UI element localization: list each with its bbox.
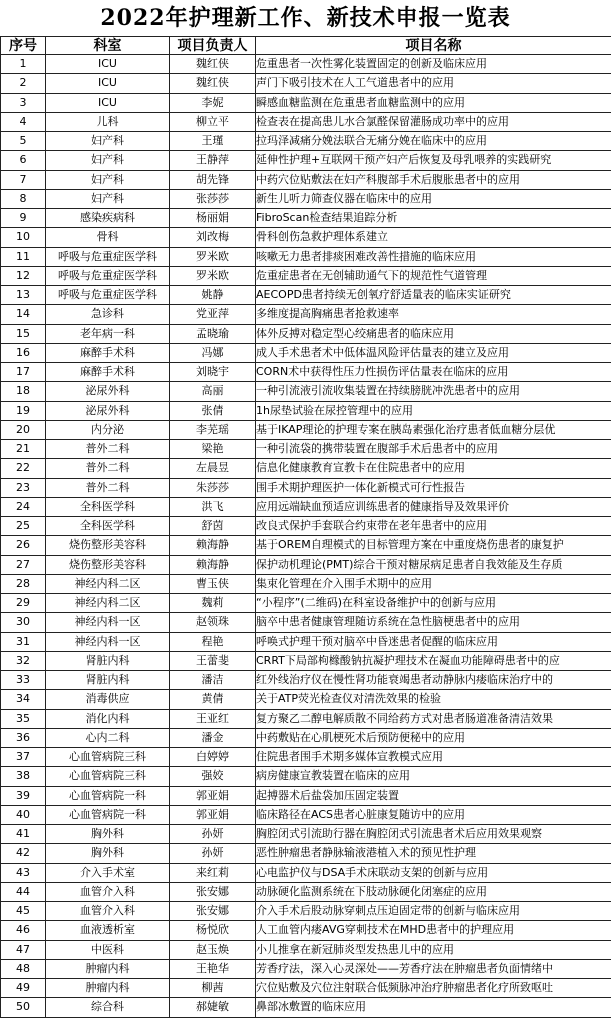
cell-leader[interactable]: 王蕾斐 xyxy=(170,651,256,670)
cell-number[interactable]: 47 xyxy=(1,940,46,959)
cell-leader[interactable]: 魏红侠 xyxy=(170,74,256,93)
cell-project-name[interactable]: 成人手术患者术中低体温风险评估量表的建立及应用 xyxy=(256,343,611,362)
table-row xyxy=(1,805,611,824)
cell-leader[interactable]: 张莎莎 xyxy=(170,189,256,208)
table-row xyxy=(1,266,611,285)
cell-department[interactable]: 心血管病院三科 xyxy=(46,767,170,786)
cell-department[interactable]: 泌尿外科 xyxy=(46,382,170,401)
cell-leader[interactable]: 潘洁 xyxy=(170,671,256,690)
cell-department[interactable]: 呼吸与危重症医学科 xyxy=(46,247,170,266)
cell-number[interactable]: 1 xyxy=(1,55,46,74)
cell-department[interactable]: 消毒供应 xyxy=(46,690,170,709)
cell-number[interactable]: 38 xyxy=(1,767,46,786)
cell-department[interactable]: 神经内科二区 xyxy=(46,574,170,593)
cell-number[interactable]: 8 xyxy=(1,189,46,208)
table-row xyxy=(1,459,611,478)
cell-project-name[interactable]: 起搏器术后盐袋加压固定装置 xyxy=(256,786,611,805)
cell-department[interactable]: 肿瘤内科 xyxy=(46,959,170,978)
cell-project-name[interactable]: 中药穴位贴敷法在妇产科腹部手术后腹胀患者中的应用 xyxy=(256,170,611,189)
cell-department[interactable]: 神经内科一区 xyxy=(46,613,170,632)
cell-department[interactable]: 妇产科 xyxy=(46,189,170,208)
cell-number[interactable]: 26 xyxy=(1,536,46,555)
table-row xyxy=(1,882,611,901)
cell-number[interactable]: 42 xyxy=(1,844,46,863)
table-row xyxy=(1,651,611,670)
cell-leader[interactable]: 孟晓瑜 xyxy=(170,324,256,343)
table-row xyxy=(1,132,611,151)
cell-leader[interactable]: 洪飞 xyxy=(170,497,256,516)
cell-department[interactable]: 介入手术室 xyxy=(46,863,170,882)
cell-department[interactable]: 心血管病院三科 xyxy=(46,748,170,767)
cell-number[interactable]: 49 xyxy=(1,979,46,998)
cell-project-name[interactable]: 检查表在提高患儿水合氯醛保留灌肠成功率中的应用 xyxy=(256,112,611,131)
cell-number[interactable]: 44 xyxy=(1,882,46,901)
header-cell-project-name[interactable]: 项目名称 xyxy=(256,37,611,55)
cell-project-name[interactable]: 保护动机理论(PMT)综合干预对糖尿病足患者自我效能及生存质 xyxy=(256,555,611,574)
cell-department[interactable]: 血管介入科 xyxy=(46,902,170,921)
cell-number[interactable]: 35 xyxy=(1,709,46,728)
table-row xyxy=(1,671,611,690)
cell-leader[interactable]: 刘晓宇 xyxy=(170,363,256,382)
cell-number[interactable]: 3 xyxy=(1,93,46,112)
table-row xyxy=(1,112,611,131)
cell-project-name[interactable]: 一种引流液引流收集装置在持续膀胱冲洗患者中的应用 xyxy=(256,382,611,401)
cell-department[interactable]: 神经内科一区 xyxy=(46,632,170,651)
table-row xyxy=(1,343,611,362)
cell-project-name[interactable]: 基于OREM自理模式的目标管理方案在中重度烧伤患者的康复护 xyxy=(256,536,611,555)
header-cell-leader[interactable]: 项目负责人 xyxy=(170,37,256,55)
table-row xyxy=(1,825,611,844)
cell-project-name[interactable]: 骨科创伤急救护理体系建立 xyxy=(256,228,611,247)
cell-department[interactable]: 泌尿外科 xyxy=(46,401,170,420)
cell-leader[interactable]: 高丽 xyxy=(170,382,256,401)
cell-project-name[interactable]: FibroScan检查结果追踪分析 xyxy=(256,209,611,228)
cell-leader[interactable]: 王艳华 xyxy=(170,959,256,978)
cell-leader[interactable]: 张安娜 xyxy=(170,882,256,901)
cell-leader[interactable]: 潘金 xyxy=(170,728,256,747)
table-row xyxy=(1,786,611,805)
cell-department[interactable]: 老年病一科 xyxy=(46,324,170,343)
cell-number[interactable]: 10 xyxy=(1,228,46,247)
cell-department[interactable]: 烧伤整形美容科 xyxy=(46,555,170,574)
cell-department[interactable]: 心内二科 xyxy=(46,728,170,747)
cell-project-name[interactable]: 介入手术后股动脉穿刺点压迫固定带的创新与临床应用 xyxy=(256,902,611,921)
cell-project-name[interactable]: 一种引流袋的携带装置在腹部手术后患者中的应用 xyxy=(256,440,611,459)
table-row xyxy=(1,594,611,613)
cell-leader[interactable]: 党亚萍 xyxy=(170,305,256,324)
table-row xyxy=(1,613,611,632)
cell-department[interactable]: 呼吸与危重症医学科 xyxy=(46,266,170,285)
table-row xyxy=(1,497,611,516)
cell-project-name[interactable]: 临床路径在ACS患者心脏康复随访中的应用 xyxy=(256,805,611,824)
table-row xyxy=(1,940,611,959)
cell-number[interactable]: 32 xyxy=(1,651,46,670)
cell-number[interactable]: 24 xyxy=(1,497,46,516)
table-row xyxy=(1,690,611,709)
cell-leader[interactable]: 杨丽娟 xyxy=(170,209,256,228)
cell-leader[interactable]: 王静萍 xyxy=(170,151,256,170)
cell-number[interactable]: 34 xyxy=(1,690,46,709)
cell-leader[interactable]: 孙妍 xyxy=(170,825,256,844)
cell-number[interactable]: 2 xyxy=(1,74,46,93)
cell-number[interactable]: 46 xyxy=(1,921,46,940)
table-row xyxy=(1,728,611,747)
cell-project-name[interactable]: 咳嗽无力患者排痰困难改善性措施的临床应用 xyxy=(256,247,611,266)
cell-project-name[interactable]: 人工血管内瘘AVG穿刺技术在MHD患者中的护理应用 xyxy=(256,921,611,940)
cell-project-name[interactable]: 鼻部冰敷置的临床应用 xyxy=(256,998,611,1017)
cell-number[interactable]: 31 xyxy=(1,632,46,651)
cell-number[interactable]: 36 xyxy=(1,728,46,747)
cell-department[interactable]: 普外二科 xyxy=(46,440,170,459)
cell-project-name[interactable]: 瞬感血糖监测在危重患者血糖监测中的应用 xyxy=(256,93,611,112)
table-row xyxy=(1,305,611,324)
cell-number[interactable]: 16 xyxy=(1,343,46,362)
cell-department[interactable]: 妇产科 xyxy=(46,132,170,151)
table-row xyxy=(1,709,611,728)
table-row xyxy=(1,440,611,459)
cell-department[interactable]: 肿瘤内科 xyxy=(46,979,170,998)
cell-number[interactable]: 18 xyxy=(1,382,46,401)
cell-leader[interactable]: 郭亚娟 xyxy=(170,786,256,805)
cell-number[interactable]: 19 xyxy=(1,401,46,420)
table-row xyxy=(1,574,611,593)
cell-department[interactable]: 肾脏内科 xyxy=(46,651,170,670)
cell-project-name[interactable]: 小儿推拿在新冠肺炎型发热患儿中的应用 xyxy=(256,940,611,959)
table-row xyxy=(1,863,611,882)
cell-number[interactable]: 13 xyxy=(1,286,46,305)
header-row xyxy=(1,37,611,55)
table-row xyxy=(1,998,611,1017)
cell-project-name[interactable]: 1h尿垫试验在尿控管理中的应用 xyxy=(256,401,611,420)
table-row xyxy=(1,74,611,93)
cell-number[interactable]: 48 xyxy=(1,959,46,978)
cell-department[interactable]: 中医科 xyxy=(46,940,170,959)
cell-leader[interactable]: 黄倩 xyxy=(170,690,256,709)
cell-leader[interactable]: 郭亚娟 xyxy=(170,805,256,824)
cell-department[interactable]: 全科医学科 xyxy=(46,517,170,536)
cell-project-name[interactable]: 心电监护仪与DSA手术床联动支架的创新与应用 xyxy=(256,863,611,882)
table-row xyxy=(1,93,611,112)
table-row xyxy=(1,286,611,305)
cell-leader[interactable]: 柳茜 xyxy=(170,979,256,998)
cell-number[interactable]: 39 xyxy=(1,786,46,805)
table-row xyxy=(1,748,611,767)
cell-project-name[interactable]: 中药敷贴在心肌梗死术后预防便秘中的应用 xyxy=(256,728,611,747)
cell-leader[interactable]: 曹玉侠 xyxy=(170,574,256,593)
cell-leader[interactable]: 左晨昱 xyxy=(170,459,256,478)
table-body xyxy=(1,55,611,1018)
cell-number[interactable]: 30 xyxy=(1,613,46,632)
cell-project-name[interactable]: 声门下吸引技术在人工气道患者中的应用 xyxy=(256,74,611,93)
cell-project-name[interactable]: 多维度提高胸痛患者抢救速率 xyxy=(256,305,611,324)
cell-leader[interactable]: 赖海静 xyxy=(170,555,256,574)
cell-leader[interactable]: 罗米欧 xyxy=(170,266,256,285)
table-row xyxy=(1,228,611,247)
cell-number[interactable]: 12 xyxy=(1,266,46,285)
cell-department[interactable]: 妇产科 xyxy=(46,170,170,189)
table-row xyxy=(1,363,611,382)
cell-number[interactable]: 9 xyxy=(1,209,46,228)
cell-number[interactable]: 21 xyxy=(1,440,46,459)
cell-project-name[interactable]: CRRT下局部枸橼酸钠抗凝护理技术在凝血功能障碍患者中的应 xyxy=(256,651,611,670)
cell-number[interactable]: 41 xyxy=(1,825,46,844)
cell-project-name[interactable]: 胸腔闭式引流助行器在胸腔闭式引流患者术后应用效果观察 xyxy=(256,825,611,844)
table-row xyxy=(1,844,611,863)
cell-leader[interactable]: 胡先锋 xyxy=(170,170,256,189)
cell-number[interactable]: 50 xyxy=(1,998,46,1017)
cell-department[interactable]: 胸外科 xyxy=(46,844,170,863)
cell-leader[interactable]: 赵玉焕 xyxy=(170,940,256,959)
cell-leader[interactable]: 程艳 xyxy=(170,632,256,651)
cell-leader[interactable]: 来红莉 xyxy=(170,863,256,882)
cell-project-name[interactable]: 脑卒中患者健康管理随访系统在急性脑梗患者中的应用 xyxy=(256,613,611,632)
cell-project-name[interactable]: 基于IKAP理论的护理专案在胰岛素强化治疗患者低血糖分层优 xyxy=(256,420,611,439)
cell-department[interactable]: 综合科 xyxy=(46,998,170,1017)
cell-number[interactable]: 33 xyxy=(1,671,46,690)
cell-leader[interactable]: 魏莉 xyxy=(170,594,256,613)
cell-leader[interactable]: 梁艳 xyxy=(170,440,256,459)
cell-leader[interactable]: 冯娜 xyxy=(170,343,256,362)
cell-project-name[interactable]: 拉玛泽减痛分娩法联合无痛分娩在临床中的应用 xyxy=(256,132,611,151)
cell-department[interactable]: 麻醉手术科 xyxy=(46,363,170,382)
cell-department[interactable]: 普外二科 xyxy=(46,459,170,478)
cell-leader[interactable]: 舒茵 xyxy=(170,517,256,536)
cell-leader[interactable]: 魏红侠 xyxy=(170,55,256,74)
cell-department[interactable]: ICU xyxy=(46,93,170,112)
project-table xyxy=(0,36,611,1018)
cell-department[interactable]: 肾脏内科 xyxy=(46,671,170,690)
cell-project-name[interactable]: 芳香疗法，深入心灵深处——芳香疗法在肿瘤患者负面情绪中 xyxy=(256,959,611,978)
table-row xyxy=(1,921,611,940)
cell-leader[interactable]: 罗米欧 xyxy=(170,247,256,266)
page-title: 2022年护理新工作、新技术申报一览表 xyxy=(0,0,611,36)
table-row xyxy=(1,767,611,786)
table-row xyxy=(1,151,611,170)
cell-leader[interactable]: 白婷婷 xyxy=(170,748,256,767)
cell-number[interactable]: 43 xyxy=(1,863,46,882)
cell-department[interactable]: 普外二科 xyxy=(46,478,170,497)
cell-number[interactable]: 14 xyxy=(1,305,46,324)
cell-leader[interactable]: 朱莎莎 xyxy=(170,478,256,497)
cell-project-name[interactable]: 红外线治疗仪在慢性肾功能衰竭患者动静脉内瘘临床治疗中的 xyxy=(256,671,611,690)
cell-project-name[interactable]: 呼唤式护理干预对脑卒中昏迷患者促醒的临床应用 xyxy=(256,632,611,651)
table-row xyxy=(1,209,611,228)
cell-leader[interactable]: 赵领珠 xyxy=(170,613,256,632)
table-row xyxy=(1,478,611,497)
cell-number[interactable]: 28 xyxy=(1,574,46,593)
cell-project-name[interactable]: 集束化管理在介入围手术期中的应用 xyxy=(256,574,611,593)
cell-leader[interactable]: 刘改梅 xyxy=(170,228,256,247)
table-row xyxy=(1,555,611,574)
cell-leader[interactable]: 柳立平 xyxy=(170,112,256,131)
table-row xyxy=(1,420,611,439)
cell-project-name[interactable]: AECOPD患者持续无创氧疗舒适量表的临床实证研究 xyxy=(256,286,611,305)
cell-number[interactable]: 45 xyxy=(1,902,46,921)
cell-department[interactable]: 骨科 xyxy=(46,228,170,247)
cell-project-name[interactable]: 病房健康宣教装置在临床的应用 xyxy=(256,767,611,786)
cell-project-name[interactable]: 复方聚乙二醇电解质散不同给药方式对患者肠道准备清洁效果 xyxy=(256,709,611,728)
cell-project-name[interactable]: 新生儿听力筛查仪器在临床中的应用 xyxy=(256,189,611,208)
cell-department[interactable]: 急诊科 xyxy=(46,305,170,324)
cell-project-name[interactable]: 信息化健康教育宣教卡在住院患者中的应用 xyxy=(256,459,611,478)
cell-leader[interactable]: 王瑾 xyxy=(170,132,256,151)
cell-department[interactable]: 胸外科 xyxy=(46,825,170,844)
cell-number[interactable]: 27 xyxy=(1,555,46,574)
cell-project-name[interactable]: 住院患者围手术期多媒体宣教模式应用 xyxy=(256,748,611,767)
cell-project-name[interactable]: 应用远端缺血预适应训练患者的健康指导及效果评价 xyxy=(256,497,611,516)
table-row xyxy=(1,517,611,536)
cell-department[interactable]: 麻醉手术科 xyxy=(46,343,170,362)
cell-project-name[interactable]: “小程序”(二维码)在科室设备维护中的创新与应用 xyxy=(256,594,611,613)
cell-number[interactable]: 15 xyxy=(1,324,46,343)
cell-department[interactable]: 儿科 xyxy=(46,112,170,131)
cell-leader[interactable]: 张倩 xyxy=(170,401,256,420)
cell-project-name[interactable]: 恶性肿瘤患者静脉输液港植入术的预见性护理 xyxy=(256,844,611,863)
cell-department[interactable]: 血管介入科 xyxy=(46,882,170,901)
cell-department[interactable]: 感染疾病科 xyxy=(46,209,170,228)
cell-number[interactable]: 23 xyxy=(1,478,46,497)
cell-department[interactable]: 消化内科 xyxy=(46,709,170,728)
table-row xyxy=(1,247,611,266)
cell-number[interactable]: 20 xyxy=(1,420,46,439)
cell-number[interactable]: 37 xyxy=(1,748,46,767)
cell-number[interactable]: 40 xyxy=(1,805,46,824)
cell-leader[interactable]: 姚静 xyxy=(170,286,256,305)
header-cell-number[interactable]: 序号 xyxy=(1,37,46,55)
cell-project-name[interactable]: 体外反搏对稳定型心绞痛患者的临床应用 xyxy=(256,324,611,343)
cell-department[interactable]: 心血管病院一科 xyxy=(46,805,170,824)
cell-leader[interactable]: 郝婕敏 xyxy=(170,998,256,1017)
cell-department[interactable]: 烧伤整形美容科 xyxy=(46,536,170,555)
table-row xyxy=(1,324,611,343)
table-row xyxy=(1,55,611,74)
cell-leader[interactable]: 李芜瑶 xyxy=(170,420,256,439)
cell-department[interactable]: 内分泌 xyxy=(46,420,170,439)
table-row xyxy=(1,632,611,651)
cell-project-name[interactable]: 危重患者一次性雾化装置固定的创新及临床应用 xyxy=(256,55,611,74)
cell-department[interactable]: 全科医学科 xyxy=(46,497,170,516)
cell-project-name[interactable]: 穴位贴敷及穴位注射联合低频脉冲治疗肿瘤患者化疗所致呕吐 xyxy=(256,979,611,998)
header-cell-department[interactable]: 科室 xyxy=(46,37,170,55)
table-row xyxy=(1,902,611,921)
table-row xyxy=(1,382,611,401)
cell-project-name[interactable]: 围手术期护理医护一体化新模式可行性报告 xyxy=(256,478,611,497)
cell-department[interactable]: 心血管病院一科 xyxy=(46,786,170,805)
cell-department[interactable]: ICU xyxy=(46,55,170,74)
cell-leader[interactable]: 王亚红 xyxy=(170,709,256,728)
cell-project-name[interactable]: 改良式保护手套联合约束带在老年患者中的应用 xyxy=(256,517,611,536)
cell-leader[interactable]: 强姣 xyxy=(170,767,256,786)
cell-department[interactable]: 呼吸与危重症医学科 xyxy=(46,286,170,305)
cell-project-name[interactable]: CORN术中获得性压力性损伤评估量表在临床的应用 xyxy=(256,363,611,382)
cell-leader[interactable]: 张安娜 xyxy=(170,902,256,921)
cell-project-name[interactable]: 动脉硬化监测系统在下肢动脉硬化闭塞症的应用 xyxy=(256,882,611,901)
cell-department[interactable]: ICU xyxy=(46,74,170,93)
cell-leader[interactable]: 赖海静 xyxy=(170,536,256,555)
table-row xyxy=(1,170,611,189)
cell-number[interactable]: 5 xyxy=(1,132,46,151)
cell-number[interactable]: 4 xyxy=(1,112,46,131)
cell-number[interactable]: 6 xyxy=(1,151,46,170)
cell-leader[interactable]: 杨悦欣 xyxy=(170,921,256,940)
cell-project-name[interactable]: 延伸性护理+互联网干预产妇产后恢复及母乳喂养的实践研究 xyxy=(256,151,611,170)
table-row xyxy=(1,959,611,978)
cell-number[interactable]: 17 xyxy=(1,363,46,382)
table-row xyxy=(1,401,611,420)
cell-number[interactable]: 11 xyxy=(1,247,46,266)
cell-department[interactable]: 血液透析室 xyxy=(46,921,170,940)
cell-department[interactable]: 妇产科 xyxy=(46,151,170,170)
cell-project-name[interactable]: 关于ATP荧光检查仪对清洗效果的检验 xyxy=(256,690,611,709)
cell-project-name[interactable]: 危重症患者在无创辅助通气下的规范性气道管理 xyxy=(256,266,611,285)
table-row xyxy=(1,979,611,998)
table-row xyxy=(1,189,611,208)
cell-department[interactable]: 神经内科二区 xyxy=(46,594,170,613)
cell-number[interactable]: 25 xyxy=(1,517,46,536)
cell-number[interactable]: 22 xyxy=(1,459,46,478)
cell-number[interactable]: 7 xyxy=(1,170,46,189)
cell-leader[interactable]: 李妮 xyxy=(170,93,256,112)
table-row xyxy=(1,536,611,555)
cell-number[interactable]: 29 xyxy=(1,594,46,613)
cell-leader[interactable]: 孙妍 xyxy=(170,844,256,863)
